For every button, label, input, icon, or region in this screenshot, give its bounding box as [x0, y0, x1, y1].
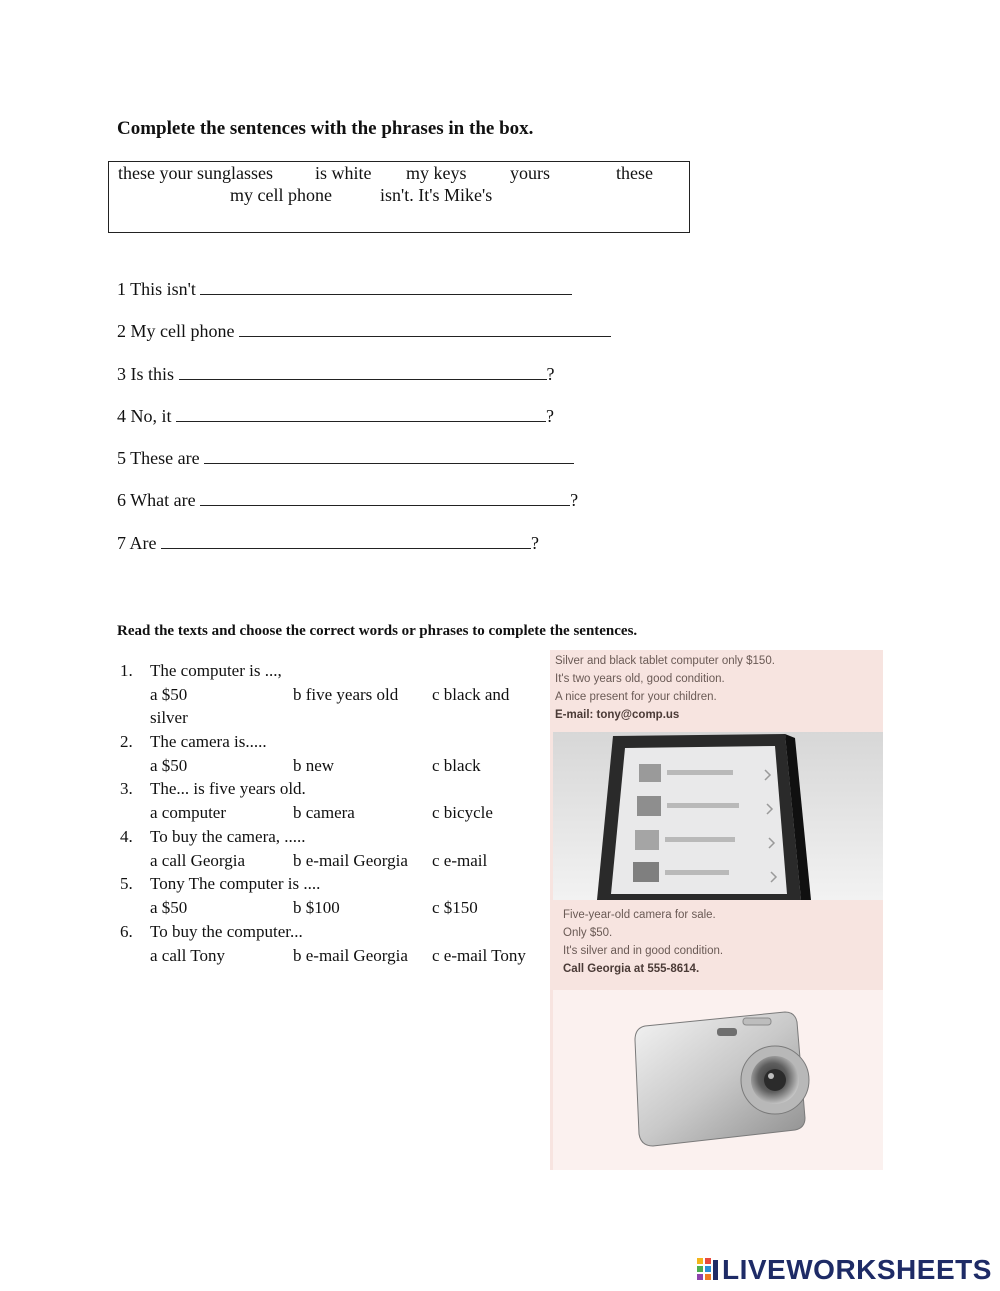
- question-text: To buy the computer...: [150, 922, 303, 941]
- option-c[interactable]: c e-mail Tony: [432, 946, 526, 965]
- option-b[interactable]: b e-mail Georgia: [293, 946, 408, 965]
- sentence-6: 6 What are ?: [117, 490, 579, 510]
- option-c[interactable]: c black: [432, 756, 481, 775]
- answer-blank[interactable]: [179, 365, 547, 380]
- answer-blank[interactable]: [204, 449, 574, 464]
- exercise1-title: Complete the sentences with the phrases in the box.: [117, 118, 534, 139]
- sentence-2: 2 My cell phone: [117, 321, 611, 342]
- liveworksheets-logo-text[interactable]: LIVEWORKSHEETS: [722, 1254, 992, 1285]
- option-c[interactable]: c $150: [432, 898, 478, 917]
- option-a[interactable]: a $50: [150, 898, 188, 917]
- liveworksheets-logo-icon: [697, 1258, 719, 1282]
- phrase-item: my keys: [406, 163, 467, 183]
- question-number: 1.: [120, 661, 133, 680]
- question-text: The camera is.....: [150, 732, 267, 751]
- camera-ad-text: Five-year-old camera for sale. Only $50. It's silver and in good condition. Call Georgia at 555-8614.: [563, 909, 724, 975]
- answer-blank[interactable]: [176, 407, 546, 422]
- phrase-box: [108, 161, 690, 233]
- question-text: The computer is ...,: [150, 661, 282, 680]
- sentence-1: 1 This isn't: [117, 279, 572, 300]
- option-a[interactable]: a $50: [150, 756, 188, 775]
- sentence-3: 3 Is this ?: [117, 364, 555, 384]
- option-c-continued: silver: [150, 708, 188, 727]
- option-b[interactable]: b camera: [293, 803, 355, 822]
- option-a[interactable]: a computer: [150, 803, 226, 822]
- option-b[interactable]: b new: [293, 756, 335, 775]
- question-number: 6.: [120, 922, 133, 941]
- question-number: 3.: [120, 779, 133, 798]
- phrase-item: isn't. It's Mike's: [380, 185, 493, 205]
- sentence-7: 7 Are ?: [117, 533, 539, 553]
- phrase-item: is white: [315, 163, 372, 183]
- question-text: The... is five years old.: [150, 779, 306, 798]
- option-a[interactable]: a $50: [150, 685, 188, 704]
- option-b[interactable]: b e-mail Georgia: [293, 851, 408, 870]
- sentence-5: 5 These are: [117, 448, 574, 469]
- exercise2-title: Read the texts and choose the correct words or phrases to complete the sentences.: [117, 623, 638, 639]
- phrase-item: these: [616, 163, 653, 183]
- question-number: 2.: [120, 732, 133, 751]
- phrase-item: yours: [510, 163, 550, 183]
- answer-blank[interactable]: [239, 322, 611, 337]
- camera-ad-contact: Call Georgia at 555-8614.: [563, 963, 700, 975]
- question-number: 5.: [120, 874, 133, 893]
- option-a[interactable]: a call Georgia: [150, 851, 246, 870]
- answer-blank[interactable]: [200, 280, 572, 295]
- question-text: To buy the camera, .....: [150, 827, 306, 846]
- question-number: 4.: [120, 827, 133, 846]
- tablet-ad-contact: E-mail: tony@comp.us: [555, 709, 680, 721]
- phrase-item: these your sunglasses: [118, 163, 273, 183]
- tablet-ad-text: Silver and black tablet computer only $150. It's two years old, good condition. A nice present for your children. E-mail: tony@comp.us: [555, 655, 775, 721]
- phrase-item: my cell phone: [230, 185, 332, 205]
- option-b[interactable]: b five years old: [293, 685, 399, 704]
- answer-blank[interactable]: [161, 534, 531, 549]
- option-c[interactable]: c e-mail: [432, 851, 488, 870]
- camera-photo: [553, 990, 883, 1170]
- option-c[interactable]: c bicycle: [432, 803, 493, 822]
- option-c[interactable]: c black and: [432, 685, 510, 704]
- option-b[interactable]: b $100: [293, 898, 340, 917]
- answer-blank[interactable]: [200, 491, 570, 506]
- tablet-photo: [553, 732, 883, 900]
- question-text: Tony The computer is ....: [150, 874, 321, 893]
- sentence-4: 4 No, it ?: [117, 406, 555, 426]
- option-a[interactable]: a call Tony: [150, 946, 225, 965]
